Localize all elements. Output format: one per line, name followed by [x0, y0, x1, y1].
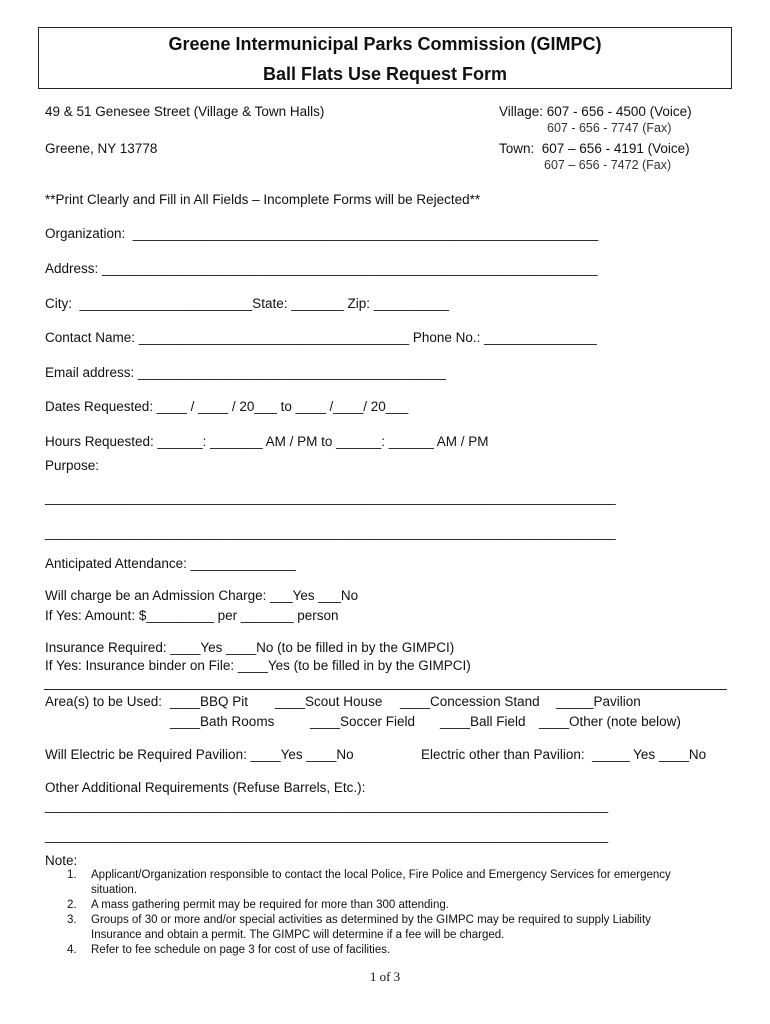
- area-scout-house[interactable]: ____Scout House: [275, 694, 383, 709]
- purpose-line-2[interactable]: ____________________________________________________________________________: [45, 525, 616, 540]
- city-state-zip-field[interactable]: City: _______________________State: _______ Zip: __________: [45, 296, 449, 311]
- admission-amount-field[interactable]: If Yes: Amount: $_________ per _______ person: [45, 608, 339, 623]
- additional-line-1[interactable]: ___________________________________________________________________________: [45, 798, 609, 813]
- note-item: [45, 913, 685, 943]
- contact-phone-field[interactable]: Contact Name: ____________________________________ Phone No.: _______________: [45, 330, 597, 345]
- electric-pavilion-field[interactable]: Will Electric be Required Pavilion: ____Yes ____No: [45, 747, 354, 762]
- electric-other-field[interactable]: Electric other than Pavilion: _____ Yes ____No: [421, 747, 707, 762]
- note-number: 2.: [67, 899, 77, 911]
- instructions: **Print Clearly and Fill in All Fields – Incomplete Forms will be Rejected**: [45, 192, 481, 207]
- address-line-2: Greene, NY 13778: [45, 141, 158, 156]
- note-text: Refer to fee schedule on page 3 for cost of use of facilities.: [91, 944, 391, 956]
- area-ball-field[interactable]: ____Ball Field: [440, 714, 526, 729]
- additional-line-2[interactable]: ___________________________________________________________________________: [45, 828, 609, 843]
- email-field[interactable]: Email address: _________________________________________: [45, 365, 446, 380]
- village-voice-phone: Village: 607 - 656 - 4500 (Voice): [499, 104, 692, 119]
- note-item: [45, 868, 685, 898]
- area-pavilion[interactable]: _____Pavilion: [556, 694, 641, 709]
- note-item: [45, 898, 685, 913]
- town-fax: 607 – 656 - 7472 (Fax): [544, 158, 672, 172]
- hours-requested-field[interactable]: Hours Requested: ______: _______ AM / PM to ______: ______ AM / PM: [45, 434, 489, 449]
- page-number: 1 of 3: [369, 969, 401, 984]
- form-title-box: [38, 27, 732, 89]
- organization-field[interactable]: Organization: ______________________________________________________________: [45, 226, 599, 241]
- purpose-label: Purpose:: [45, 458, 100, 473]
- section-divider: [44, 689, 727, 690]
- note-number: 3.: [67, 914, 77, 926]
- area-soccer-field[interactable]: ____Soccer Field: [310, 714, 416, 729]
- town-voice-phone: Town: 607 – 656 - 4191 (Voice): [499, 141, 690, 156]
- area-concession-stand[interactable]: ____Concession Stand: [400, 694, 540, 709]
- note-text: Groups of 30 or more and/or special activities as determined by the GIMPC may be required to supply Liability Insurance and obtain a permit. The GIMPC will determine if a fee will be charged.: [91, 914, 651, 941]
- insurance-required-field[interactable]: Insurance Required: ____Yes ____No (to be filled in by the GIMPCI): [45, 640, 455, 655]
- area-bath-rooms[interactable]: ____Bath Rooms: [170, 714, 275, 729]
- note-number: 1.: [67, 869, 77, 881]
- area-bbq-pit[interactable]: ____BBQ Pit: [170, 694, 249, 709]
- note-item: [45, 943, 685, 958]
- village-fax: 607 - 656 - 7747 (Fax): [547, 121, 672, 135]
- note-text: A mass gathering permit may be required for more than 300 attending.: [91, 899, 449, 911]
- dates-requested-field[interactable]: Dates Requested: ____ / ____ / 20___ to ____ /____/ 20___: [45, 399, 409, 414]
- form-subtitle: Ball Flats Use Request Form: [262, 64, 508, 84]
- note-text: Applicant/Organization responsible to contact the local Police, Fire Police and Emergency Services for emergency situation.: [91, 869, 671, 896]
- insurance-binder-field[interactable]: If Yes: Insurance binder on File: ____Yes (to be filled in by the GIMPCI): [45, 658, 471, 673]
- note-number: 4.: [67, 944, 77, 956]
- attendance-field[interactable]: Anticipated Attendance: ______________: [45, 556, 296, 571]
- purpose-line-1[interactable]: ____________________________________________________________________________: [45, 490, 616, 505]
- notes-heading: Note:: [45, 853, 78, 868]
- additional-requirements-label: Other Additional Requirements (Refuse Barrels, Etc.):: [45, 780, 366, 795]
- areas-label: Area(s) to be Used:: [45, 694, 163, 709]
- notes-list: [45, 868, 685, 958]
- area-other[interactable]: ____Other (note below): [539, 714, 681, 729]
- form-title: Greene Intermunicipal Parks Commission (GIMPC): [168, 34, 602, 54]
- admission-charge-field[interactable]: Will charge be an Admission Charge: ___Yes ___No: [45, 588, 359, 603]
- address-field[interactable]: Address: __________________________________________________________________: [45, 261, 598, 276]
- address-line-1: 49 & 51 Genesee Street (Village & Town Halls): [45, 104, 325, 119]
